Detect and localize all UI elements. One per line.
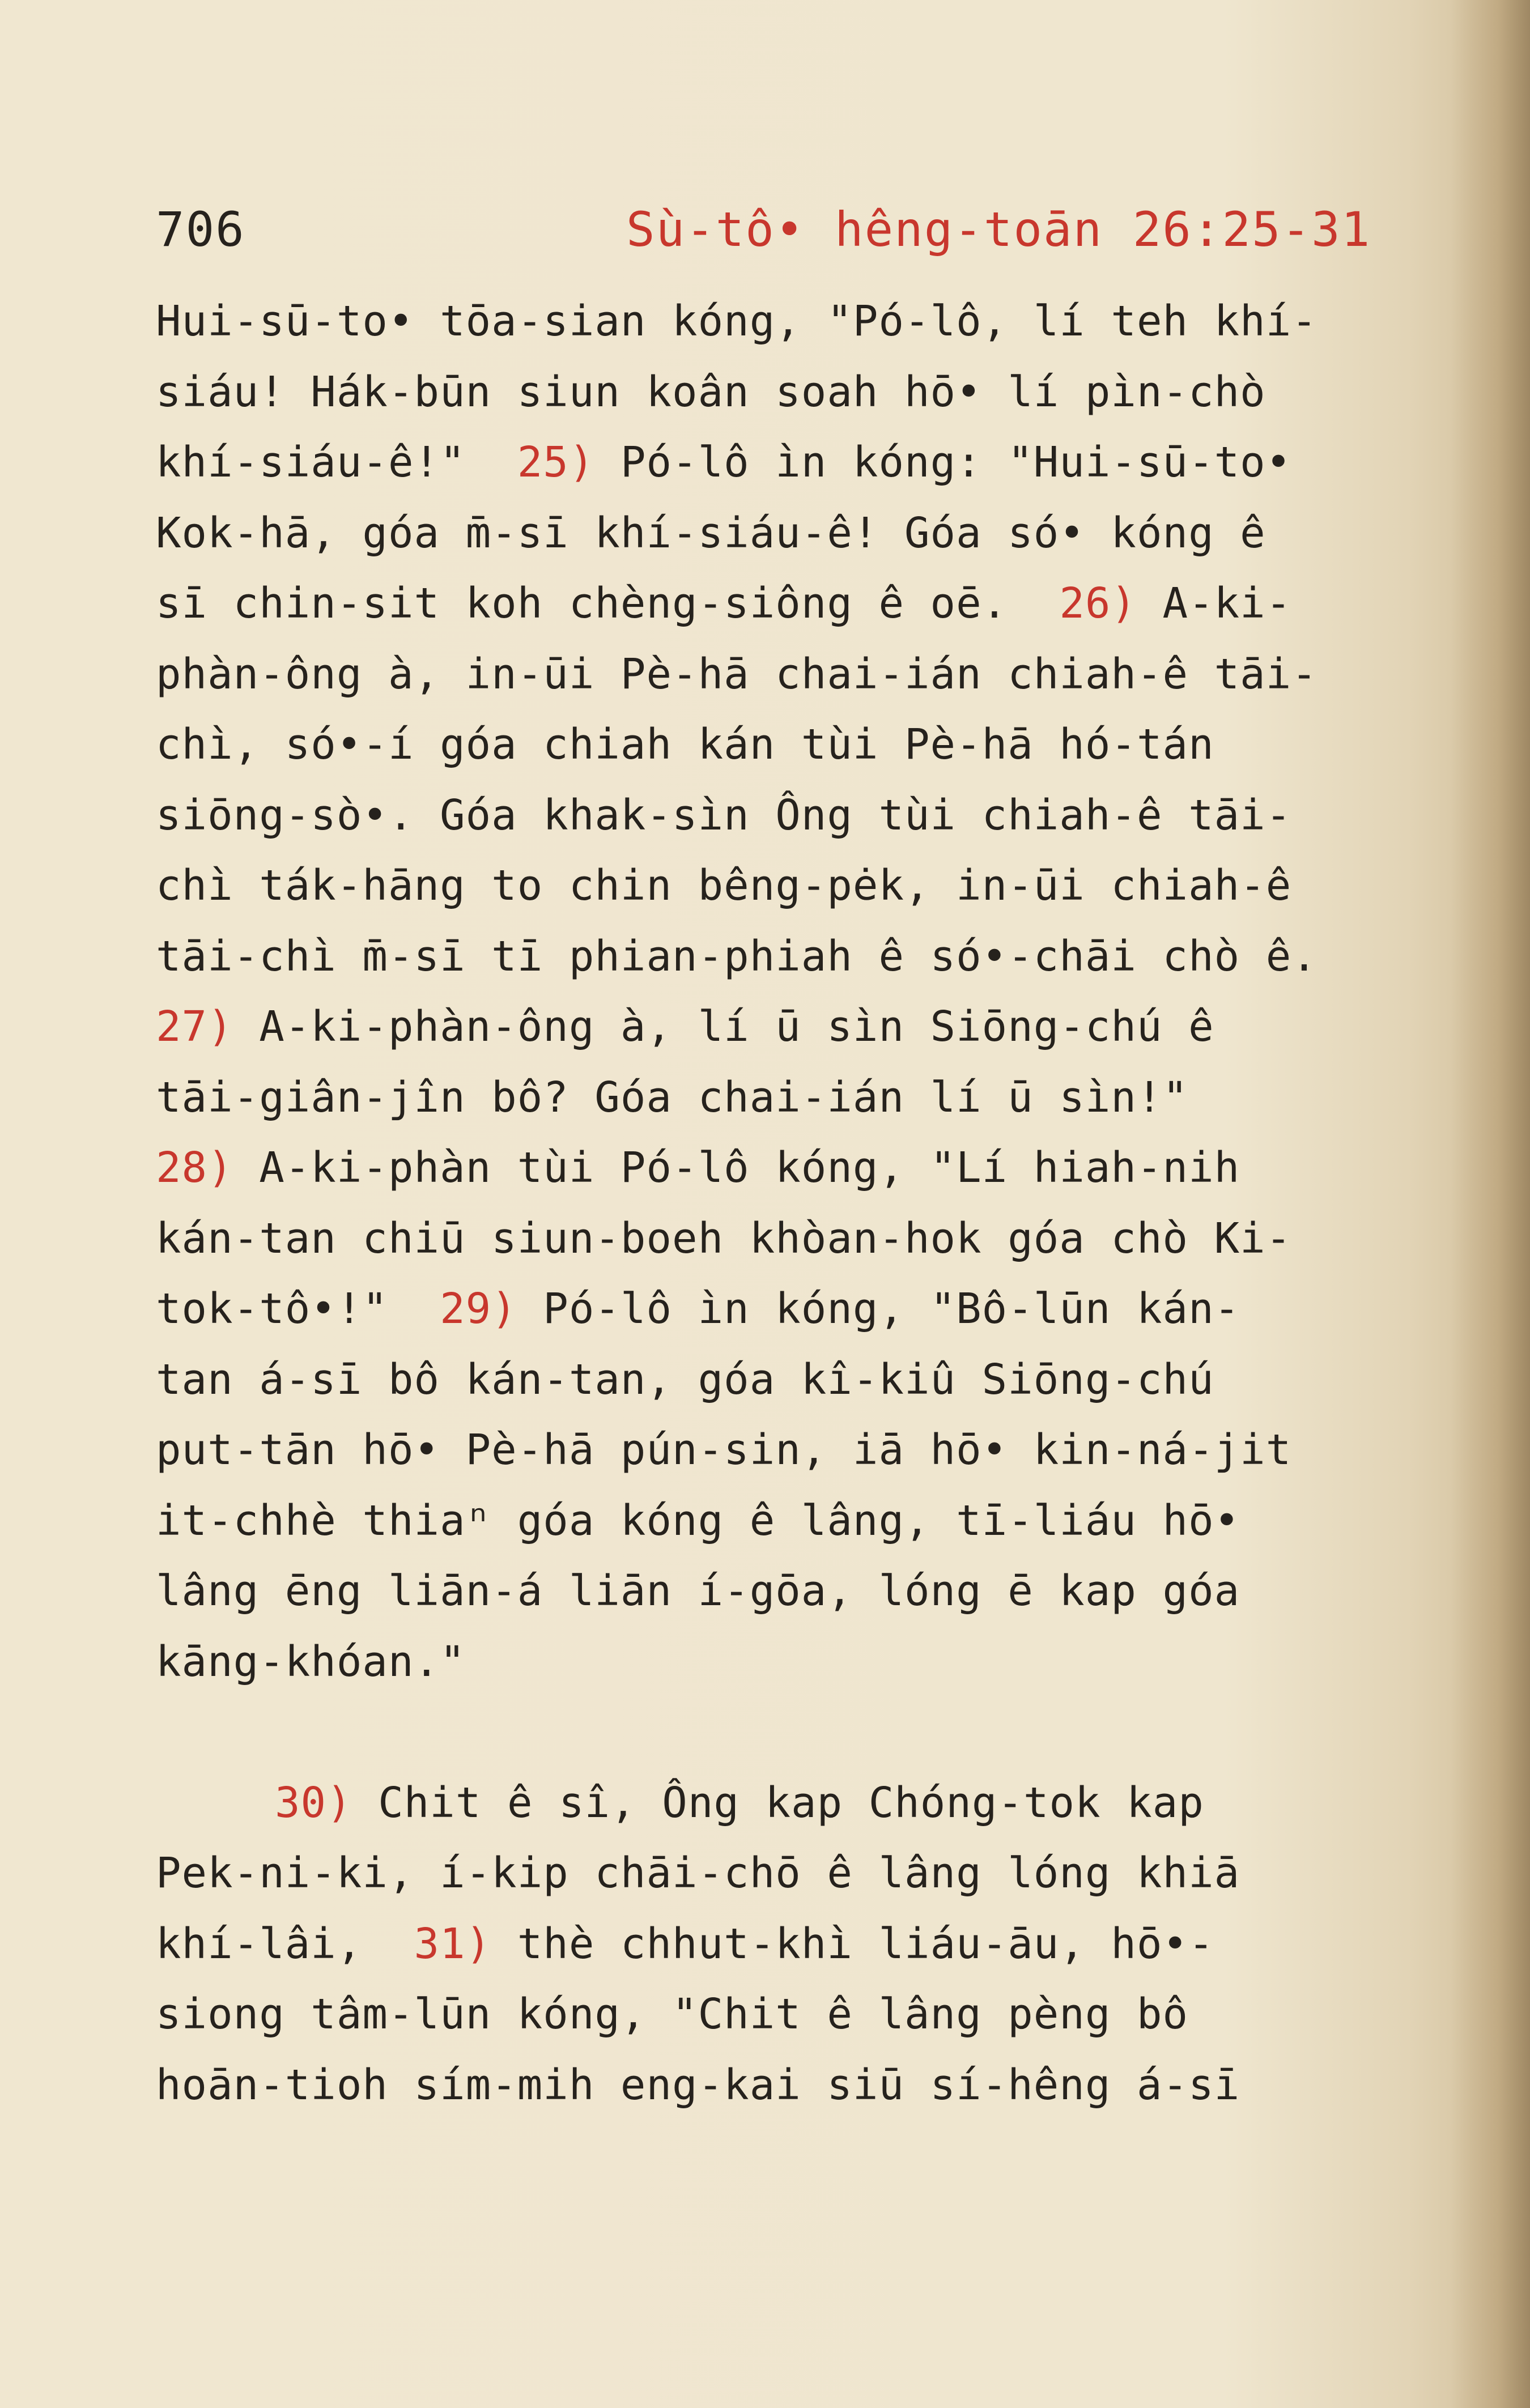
text-line bbox=[156, 1486, 1442, 1556]
line-text: put-tān hō• Pè-hā pún-sin, iā hō• kin-ná-jit bbox=[156, 1426, 1292, 1474]
line-text-continued: A-ki-phàn tùi Pó-lô kóng, "Lí hiah-nih bbox=[233, 1143, 1240, 1192]
line-text: kán-tan chiū siun-boeh khòan-hok góa chò Ki- bbox=[156, 1214, 1292, 1263]
text-line bbox=[156, 1979, 1442, 2050]
paragraph-gap bbox=[156, 1697, 1442, 1768]
text-line bbox=[156, 850, 1442, 921]
line-text: siáu! Hák-būn siun koân soah hō• lí pìn-chò bbox=[156, 367, 1266, 416]
line-text: Hui-sū-to• tōa-sian kóng, "Pó-lô, lí teh khí- bbox=[156, 297, 1318, 346]
line-text: tāi-giân-jîn bô? Góa chai-ián lí ū sìn!" bbox=[156, 1073, 1189, 1122]
line-text-continued: thè chhut-khì liáu-āu, hō•- bbox=[491, 1919, 1214, 1968]
line-text-continued: Chit ê sî, Ông kap Chóng-tok kap bbox=[352, 1778, 1204, 1827]
text-line bbox=[156, 921, 1442, 992]
text-line bbox=[156, 1556, 1442, 1627]
line-text: lâng ēng liān-á liān í-gōa, lóng ē kap góa bbox=[156, 1567, 1240, 1615]
page-number: 706 bbox=[156, 202, 245, 257]
text-line bbox=[156, 568, 1442, 639]
verse-number: 26) bbox=[1059, 579, 1137, 628]
text-line bbox=[156, 1133, 1442, 1203]
line-text: hoān-tioh sím-mih eng-kai siū sí-hêng á-sī bbox=[156, 2060, 1240, 2109]
line-text: Kok-hā, góa m̄-sī khí-siáu-ê! Góa só• kóng ê bbox=[156, 508, 1266, 558]
page-header bbox=[156, 193, 1420, 266]
verse-number: 27) bbox=[156, 1002, 233, 1051]
line-text: phàn-ông à, in-ūi Pè-hā chai-ián chiah-ê tāi- bbox=[156, 649, 1318, 699]
text-line bbox=[156, 639, 1442, 710]
text-line bbox=[156, 357, 1442, 428]
verse-number: 28) bbox=[156, 1143, 233, 1192]
verse-number: 31) bbox=[414, 1919, 492, 1968]
text-line bbox=[156, 780, 1442, 851]
text-line bbox=[156, 1274, 1442, 1345]
line-text-continued: A-ki-phàn-ông à, lí ū sìn Siōng-chú ê bbox=[233, 1002, 1214, 1051]
line-text: Pek-ni-ki, í-kip chāi-chō ê lâng lóng khiā bbox=[156, 1849, 1240, 1898]
text-line bbox=[156, 2050, 1442, 2121]
text-line bbox=[156, 1627, 1442, 1697]
line-text: tok-tô•!" bbox=[156, 1284, 440, 1333]
text-line bbox=[156, 1345, 1442, 1415]
line-text: sī chin-sit koh chèng-siông ê oē. bbox=[156, 579, 1060, 628]
line-text: it-chhè thiaⁿ góa kóng ê lâng, tī-liáu hō• bbox=[156, 1496, 1240, 1545]
verse-number: 30) bbox=[275, 1778, 352, 1827]
text-line bbox=[156, 1062, 1442, 1133]
page-edge-shadow bbox=[1451, 0, 1530, 2408]
line-text: chì ták-hāng to chin bêng-pėk, in-ūi chiah-ê bbox=[156, 861, 1292, 910]
verse-number: 25) bbox=[517, 438, 595, 487]
text-line bbox=[156, 427, 1442, 498]
text-line bbox=[156, 709, 1442, 780]
line-text: siong tâm-lūn kóng, "Chit ê lâng pèng bô bbox=[156, 1990, 1189, 2039]
line-text: khí-siáu-ê!" bbox=[156, 438, 517, 487]
text-line bbox=[156, 1768, 1442, 1839]
text-line bbox=[156, 992, 1442, 1062]
line-text: tāi-chì m̄-sī tī phian-phiah ê só•-chāi chò ê. bbox=[156, 931, 1318, 981]
text-line bbox=[156, 286, 1442, 357]
text-line bbox=[156, 1909, 1442, 1980]
line-text-continued: A-ki- bbox=[1136, 579, 1292, 628]
text-line bbox=[156, 1838, 1442, 1909]
verse-number: 29) bbox=[440, 1284, 517, 1333]
line-text: tan á-sī bô kán-tan, góa kî-kiû Siōng-chú bbox=[156, 1355, 1214, 1404]
line-text: khí-lâi, bbox=[156, 1919, 414, 1968]
scripture-text bbox=[156, 286, 1442, 2120]
line-text: chì, só•-í góa chiah kán tùi Pè-hā hó-tán bbox=[156, 720, 1214, 769]
running-head: Sù-tô• hêng-toān 26:25-31 bbox=[626, 202, 1371, 257]
line-text-continued: Pó-lô ìn kóng: "Hui-sū-to• bbox=[594, 438, 1292, 487]
text-line bbox=[156, 1415, 1442, 1486]
text-line bbox=[156, 1203, 1442, 1274]
text-line bbox=[156, 498, 1442, 569]
line-text: kāng-khóan." bbox=[156, 1637, 466, 1686]
line-text-continued: Pó-lô ìn kóng, "Bô-lūn kán- bbox=[517, 1284, 1240, 1333]
line-text: siōng-sò•. Góa khak-sìn Ông tùi chiah-ê tāi- bbox=[156, 790, 1292, 840]
